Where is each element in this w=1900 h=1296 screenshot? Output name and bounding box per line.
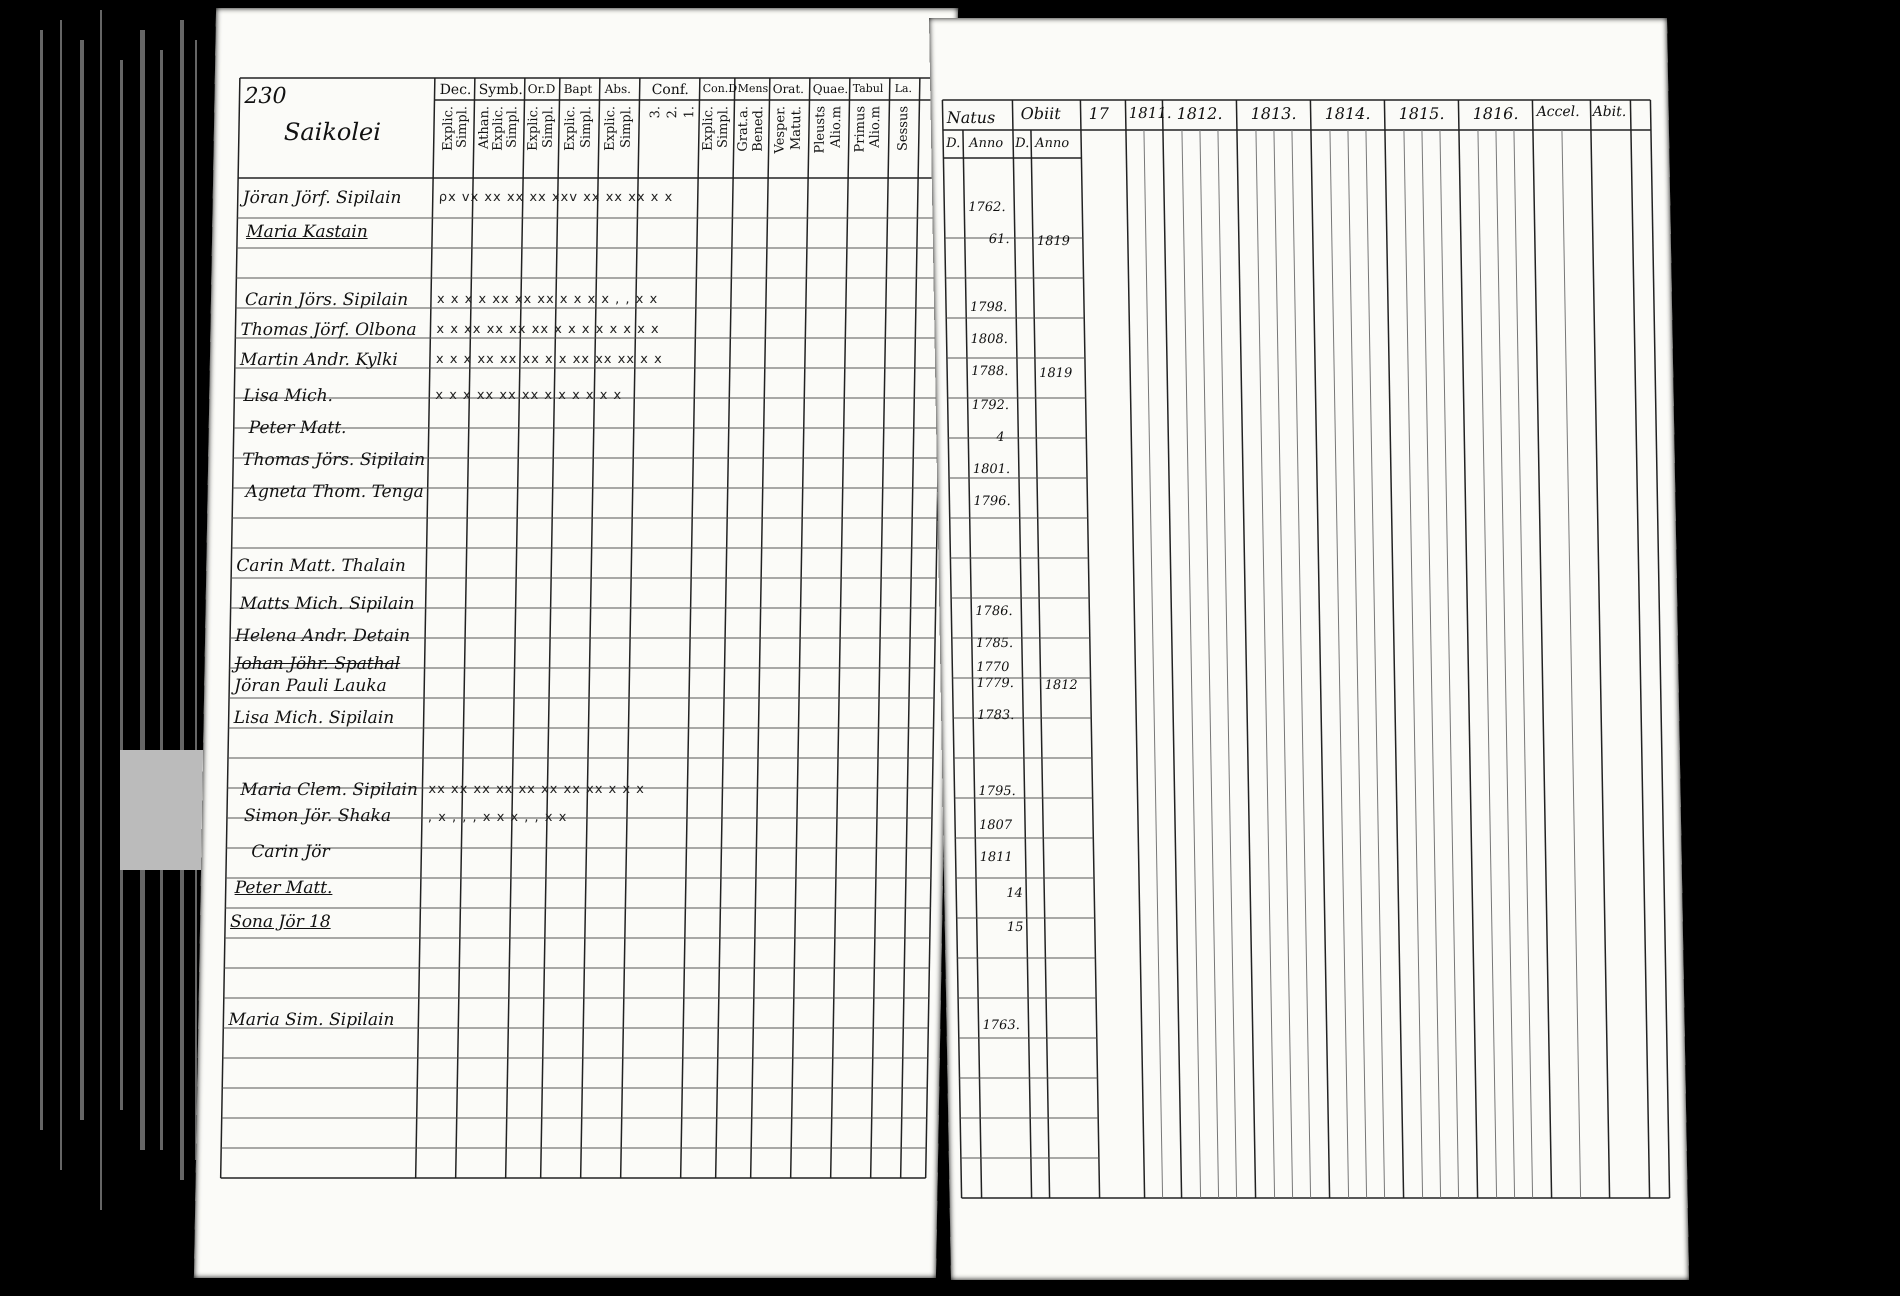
header-natus: Natus xyxy=(946,108,996,127)
birth-year: 1783. xyxy=(977,708,1015,723)
birth-year: 1811 xyxy=(979,850,1013,865)
col-header-mens: Mens xyxy=(737,82,769,95)
col-header-conf: Conf. xyxy=(651,82,690,98)
col-sub-tabul-2: Alio.m xyxy=(867,106,884,148)
entry-marks: x x x xx xx xx x x xx xx xx x x xyxy=(435,352,663,367)
col-sub-orat-1: Vesper. xyxy=(772,106,789,154)
entry-marks: x x x xx xx xx x x x x x x xyxy=(435,388,623,403)
col-header-symb: Symb. xyxy=(478,82,523,98)
village-name: Saikolei xyxy=(283,118,382,146)
header-year-1811: 1811. xyxy=(1128,104,1172,122)
subheader-natus-year: Anno xyxy=(969,136,1004,151)
entry-marks: x x xx xx xx xx x x x x x x x x xyxy=(436,322,660,337)
header-obiit: Obiit xyxy=(1020,104,1061,123)
col-sub-ord-2: Simpl. xyxy=(540,106,557,149)
entry-name: Thomas Jörs. Sipilain xyxy=(242,450,426,470)
col-sub-cond-2: Simpl. xyxy=(715,106,732,149)
header-accel: Accel. xyxy=(1536,104,1580,120)
right-page-grid xyxy=(929,18,1689,1280)
entry-name: Johan Jöhr. Spathal xyxy=(234,654,401,674)
entry-name: Maria Kastain xyxy=(245,222,368,242)
birth-year: 4 xyxy=(996,430,1005,445)
binding-edge xyxy=(0,0,220,1296)
col-sub-symb-2: Explic. xyxy=(490,106,507,151)
header-year-1815: 1815. xyxy=(1398,104,1445,123)
header-year-1816: 1816. xyxy=(1472,104,1519,123)
header-year-1814: 1814. xyxy=(1324,104,1371,123)
entry-name: Jöran Pauli Lauka xyxy=(234,676,387,696)
birth-year: 15 xyxy=(1006,920,1024,935)
entry-marks: , x , , , x x x , , x x xyxy=(427,810,568,825)
page-number: 230 xyxy=(244,84,287,109)
subheader-obiit-day: D. xyxy=(1015,136,1030,151)
col-sub-quae-1: Pleusts xyxy=(812,106,829,154)
col-header-tabul: Tabul xyxy=(852,82,884,95)
col-sub-orat-2: Matut. xyxy=(788,106,805,151)
col-sub-abs-2: Simpl. xyxy=(618,106,635,149)
entry-name: Martin Andr. Kylki xyxy=(239,350,398,370)
death-year: 1819 xyxy=(1036,234,1071,249)
col-sub-ord-1: Explic. xyxy=(525,106,542,151)
col-header-ord: Or.D xyxy=(527,82,556,96)
death-year: 1812 xyxy=(1044,678,1078,693)
entry-name: Lisa Mich. xyxy=(243,386,334,406)
left-register-page xyxy=(194,8,961,1278)
birth-year: 61. xyxy=(988,232,1010,247)
birth-year: 1808. xyxy=(970,332,1008,347)
entry-name: Carin Jörs. Sipilain xyxy=(244,290,409,310)
entry-name: Lisa Mich. Sipilain xyxy=(233,708,395,728)
entry-marks: ρx vx xx xx xx xxv xx xx xx x x xyxy=(438,190,674,205)
col-sub-abs-1: Explic. xyxy=(602,106,619,151)
right-register-page xyxy=(929,18,1689,1280)
col-sub-conf-3: 1. xyxy=(682,106,698,119)
col-sub-la-1: Sessus xyxy=(895,106,912,151)
col-sub-tabul-1: Primus xyxy=(852,106,869,153)
col-sub-bapt-2: Simpl. xyxy=(578,106,595,149)
entry-marks: x x x x xx xx xx x x x x , , x x xyxy=(436,292,659,307)
col-header-dec: Dec. xyxy=(439,82,472,98)
col-sub-quae-2: Alio.m xyxy=(828,106,845,148)
col-sub-dec-2: Simpl. xyxy=(454,106,471,149)
header-year-1812: 1812. xyxy=(1176,104,1223,123)
birth-year: 14 xyxy=(1006,886,1023,901)
birth-year: 1770 xyxy=(976,660,1010,675)
birth-year: 1792. xyxy=(971,398,1010,413)
birth-year: 1786. xyxy=(975,604,1013,619)
col-header-abs: Abs. xyxy=(604,82,632,96)
entry-name: Maria Clem. Sipilain xyxy=(240,780,419,800)
entry-name: Sona Jör 18 xyxy=(229,912,331,932)
col-sub-dec-1: Explic. xyxy=(440,106,457,151)
subheader-obiit-year: Anno xyxy=(1035,136,1070,151)
col-sub-symb-3: Simpl. xyxy=(504,106,521,149)
header-year-1813: 1813. xyxy=(1250,104,1297,123)
birth-year: 1779. xyxy=(976,676,1014,691)
entry-name: Carin Matt. Thalain xyxy=(236,556,406,576)
entry-name: Agneta Thom. Tenga xyxy=(245,482,424,502)
col-header-quae: Quae. xyxy=(812,82,849,96)
entry-name: Peter Matt. xyxy=(234,878,333,898)
birth-year: 1763. xyxy=(982,1018,1020,1033)
subheader-natus-day: D. xyxy=(946,136,961,151)
col-sub-conf-1: 3. xyxy=(648,106,664,119)
col-header-cond: Con.D xyxy=(702,82,738,95)
death-year: 1819 xyxy=(1039,366,1073,381)
birth-year: 1762. xyxy=(968,200,1006,215)
col-header-bapt: Bapt xyxy=(563,82,593,96)
birth-year: 1795. xyxy=(978,784,1016,799)
birth-year: 1798. xyxy=(969,300,1008,315)
entry-name: Jöran Jörf. Sipilain xyxy=(242,188,402,208)
birth-year: 1796. xyxy=(973,494,1011,509)
header-abit: Abit. xyxy=(1592,104,1627,120)
col-header-orat: Orat. xyxy=(772,82,805,96)
entry-name: Carin Jör xyxy=(251,842,330,862)
col-sub-symb-1: Athan. xyxy=(476,106,493,150)
entry-name: Simon Jör. Shaka xyxy=(243,806,392,826)
entry-name: Peter Matt. xyxy=(248,418,347,438)
entry-name: Maria Sim. Sipilain xyxy=(228,1010,395,1030)
col-header-la: La. xyxy=(894,82,913,95)
col-sub-mens-2: Bened. xyxy=(750,106,767,152)
birth-year: 1807 xyxy=(978,818,1013,833)
header-year-17: 17 xyxy=(1088,104,1110,123)
birth-year: 1788. xyxy=(971,364,1009,379)
birth-year: 1785. xyxy=(975,636,1014,651)
entry-name: Helena Andr. Detain xyxy=(234,626,411,646)
col-sub-conf-2: 2. xyxy=(665,106,681,119)
entry-name: Thomas Jörf. Olbona xyxy=(240,320,417,340)
col-sub-cond-1: Explic. xyxy=(700,106,717,151)
col-sub-mens-1: Grat.a. xyxy=(735,106,752,152)
entry-name: Matts Mich. Sipilain xyxy=(239,594,415,614)
birth-year: 1801. xyxy=(972,462,1011,477)
col-sub-bapt-1: Explic. xyxy=(562,106,579,151)
entry-marks: xx xx xx xx xx xx xx xx x x x xyxy=(428,782,646,797)
